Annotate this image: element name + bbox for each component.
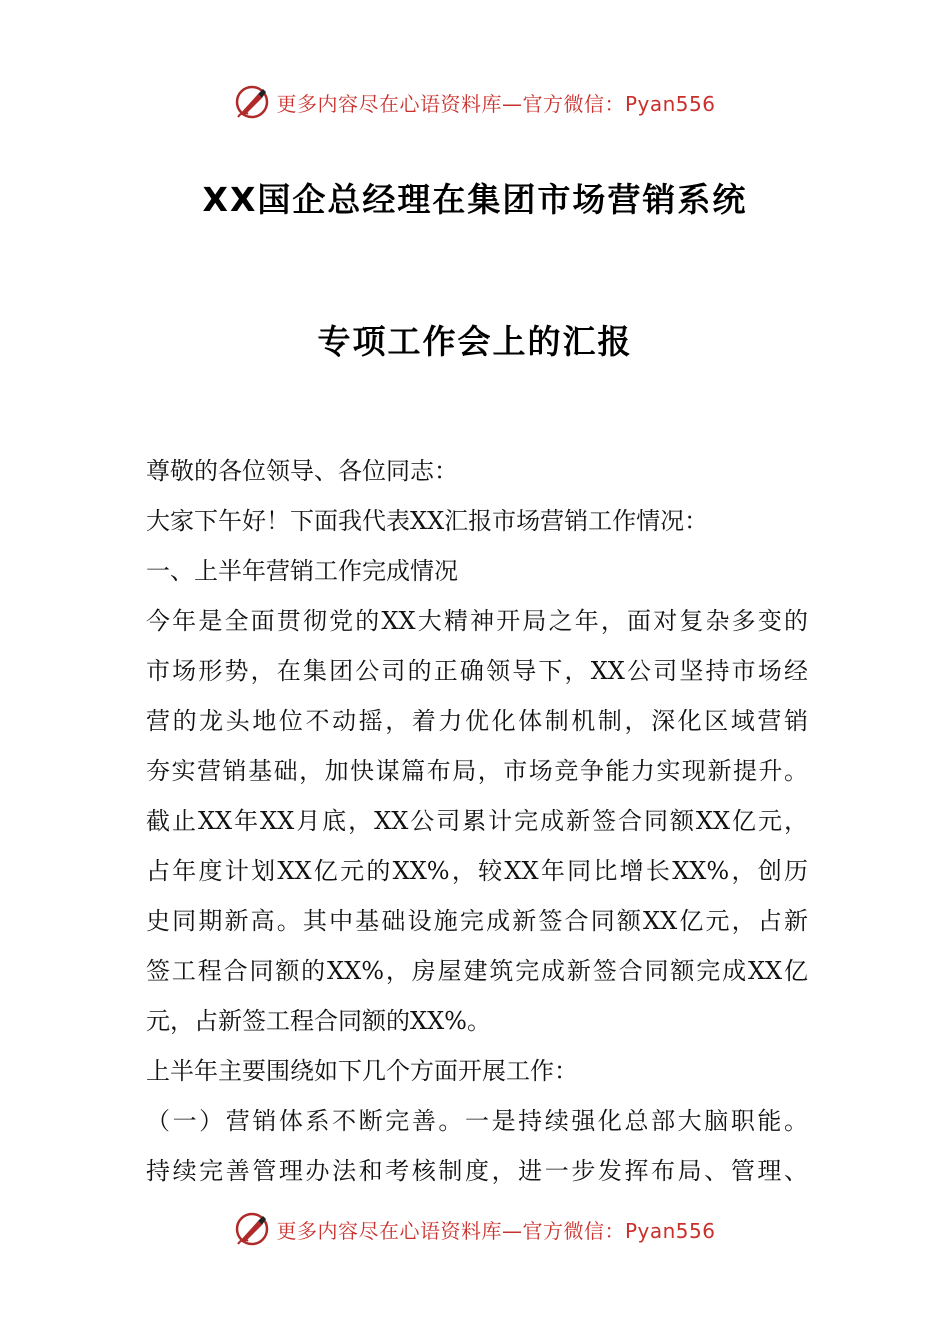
paragraph-line: 上半年主要围绕如下几个方面开展工作：	[146, 1057, 578, 1085]
paragraph-line: 持续完善管理办法和考核制度，进一步发挥布局、管理、	[146, 1157, 808, 1185]
paragraph-line: 截止XX年XX月底，XX公司累计完成新签合同额XX亿元，	[146, 807, 808, 835]
paragraph-line: 营的龙头地位不动摇，着力优化体制机制，深化区域营销	[146, 707, 808, 735]
watermark-text-top: 更多内容尽在心语资料库—官方微信：Pyan556	[276, 91, 716, 116]
paragraph-line: 夯实营销基础，加快谋篇布局，市场竞争能力实现新提升。	[146, 757, 808, 785]
greeting: 尊敬的各位领导、各位同志：	[146, 457, 458, 485]
title-line-2: 专项工作会上的汇报	[317, 322, 633, 361]
title-line-1: XX国企总经理在集团市场营销系统	[202, 180, 748, 219]
paragraph-line: 签工程合同额的XX%，房屋建筑完成新签合同额完成XX亿	[146, 957, 808, 985]
watermark-text-bottom: 更多内容尽在心语资料库—官方微信：Pyan556	[276, 1218, 716, 1243]
watermark-banner-bottom	[0, 1209, 950, 1249]
pen-logo-icon	[234, 1211, 270, 1247]
section-heading: 一、上半年营销工作完成情况	[146, 557, 458, 585]
paragraph-line: 元，占新签工程合同额的XX%。	[146, 1007, 491, 1035]
paragraph-line: 史同期新高。其中基础设施完成新签合同额XX亿元，占新	[146, 907, 808, 935]
watermark-banner-top	[0, 82, 950, 122]
paragraph-line: 占年度计划XX亿元的XX%，较XX年同比增长XX%，创历	[146, 857, 808, 885]
intro-line: 大家下午好！下面我代表XX汇报市场营销工作情况：	[146, 507, 709, 535]
paragraph-line: （一）营销体系不断完善。一是持续强化总部大脑职能。	[146, 1107, 808, 1135]
paragraph-line: 今年是全面贯彻党的XX大精神开局之年，面对复杂多变的	[146, 607, 808, 635]
pen-logo-icon	[234, 84, 270, 120]
document-body	[146, 446, 808, 1196]
paragraph-line: 市场形势，在集团公司的正确领导下，XX公司坚持市场经	[146, 657, 808, 685]
